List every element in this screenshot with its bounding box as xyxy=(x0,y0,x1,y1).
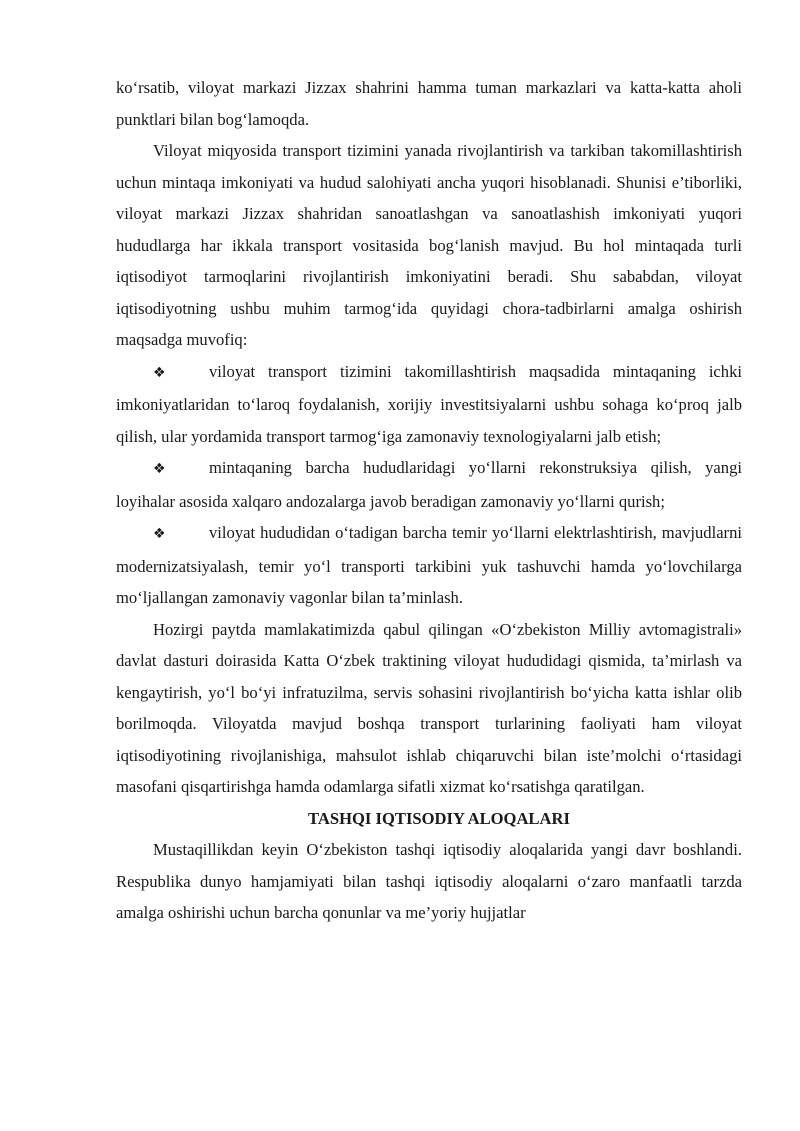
paragraph-continuation: ko‘rsatib, viloyat markazi Jizzax shahrini hamma tuman markazlari va katta-katta aholi punktlari bilan bog‘lamoqda. xyxy=(116,78,742,129)
document-page xyxy=(116,72,742,929)
paragraph-foreign-relations: Mustaqillikdan keyin O‘zbekiston tashqi iqtisodiy aloqalarida yangi davr boshlandi. Respublika dunyo hamjamiyati bilan tashqi iqtisodiy aloqalarni o‘zaro manfaatli tarzda amalga oshirishi uchun barcha qonunlar va me’yoriy hujjatlar xyxy=(116,840,742,922)
diamond-bullet-icon: ❖ xyxy=(153,461,166,477)
bullet-item xyxy=(116,452,742,517)
diamond-bullet-icon: ❖ xyxy=(153,364,166,381)
paragraph-transport-development: Viloyat miqyosida transport tizimini yanada rivojlantirish va tarkiban takomillashtirish uchun mintaqa imkoniyati va hudud salohiyati ancha yuqori hisoblanadi. Shunisi e’tiborliki, viloyat markazi Jizzax shahridan sanoatlashgan va sanoatlashish imkoniyati yuqori hududlarga har ikkala transport vositasida bog‘lanish mavjud. Bu hol mintaqada turli iqtisodiyot tarmoqlarini rivojlantirish imkoniyatini beradi. Shu sababdan, viloyat iqtisodiyotning ushbu muhim tarmog‘ida quyidagi chora-tadbirlarni amalga oshirish maqsadga muvofiq: xyxy=(116,141,742,349)
bullet-text: viloyat transport tizimini takomillashtirish maqsadida mintaqaning ichki imkoniyatlaridan to‘laroq foydalanish, xorijiy investitsiyalarni ushbu sohaga ko‘proq jalb qilish, ular yordamida transport tarmog‘iga zamonaviy texnologiyalarni jalb etish; xyxy=(116,361,742,446)
bullet-item xyxy=(116,517,742,614)
paragraph-national-highway: Hozirgi paytda mamlakatimizda qabul qilingan «O‘zbekiston Milliy avtomagistrali» davlat dasturi doirasida Katta O‘zbek traktining viloyat hududidagi qismida, ta’mirlash va kengaytirish, yo‘l bo‘yi infratuzilma, servis sohasini rivojlantirish bo‘yicha katta ishlar olib borilmoqda. Viloyatda mavjud boshqa transport turlarining faoliyati ham viloyat iqtisodiyotining rivojlanishiga, mahsulot ishlab chiqaruvchi bilan iste’molchi o‘rtasidagi masofani qisqartirishga hamda odamlarga sifatli xizmat ko‘rsatishga qaratilgan. xyxy=(116,619,742,796)
bullet-item xyxy=(116,356,742,453)
bullet-text: viloyat hududidan o‘tadigan barcha temir yo‘llarni elektrlashtirish, mavjudlarni modernizatsiyalash, temir yo‘l transporti tarkibini yuk tashuvchi hamda yo‘lovchilarga mo‘ljallangan zamonaviy vagonlar bilan ta’minlash. xyxy=(116,523,742,607)
diamond-bullet-icon: ❖ xyxy=(153,526,166,542)
section-heading: TASHQI IQTISODIY ALOQALARI xyxy=(308,808,570,828)
bullet-text: mintaqaning barcha hududlaridagi yo‘llarni rekonstruksiya qilish, yangi loyihalar asosida xalqaro andozalarga javob beradigan zamonaviy yo‘llarni qurish; xyxy=(116,458,742,511)
